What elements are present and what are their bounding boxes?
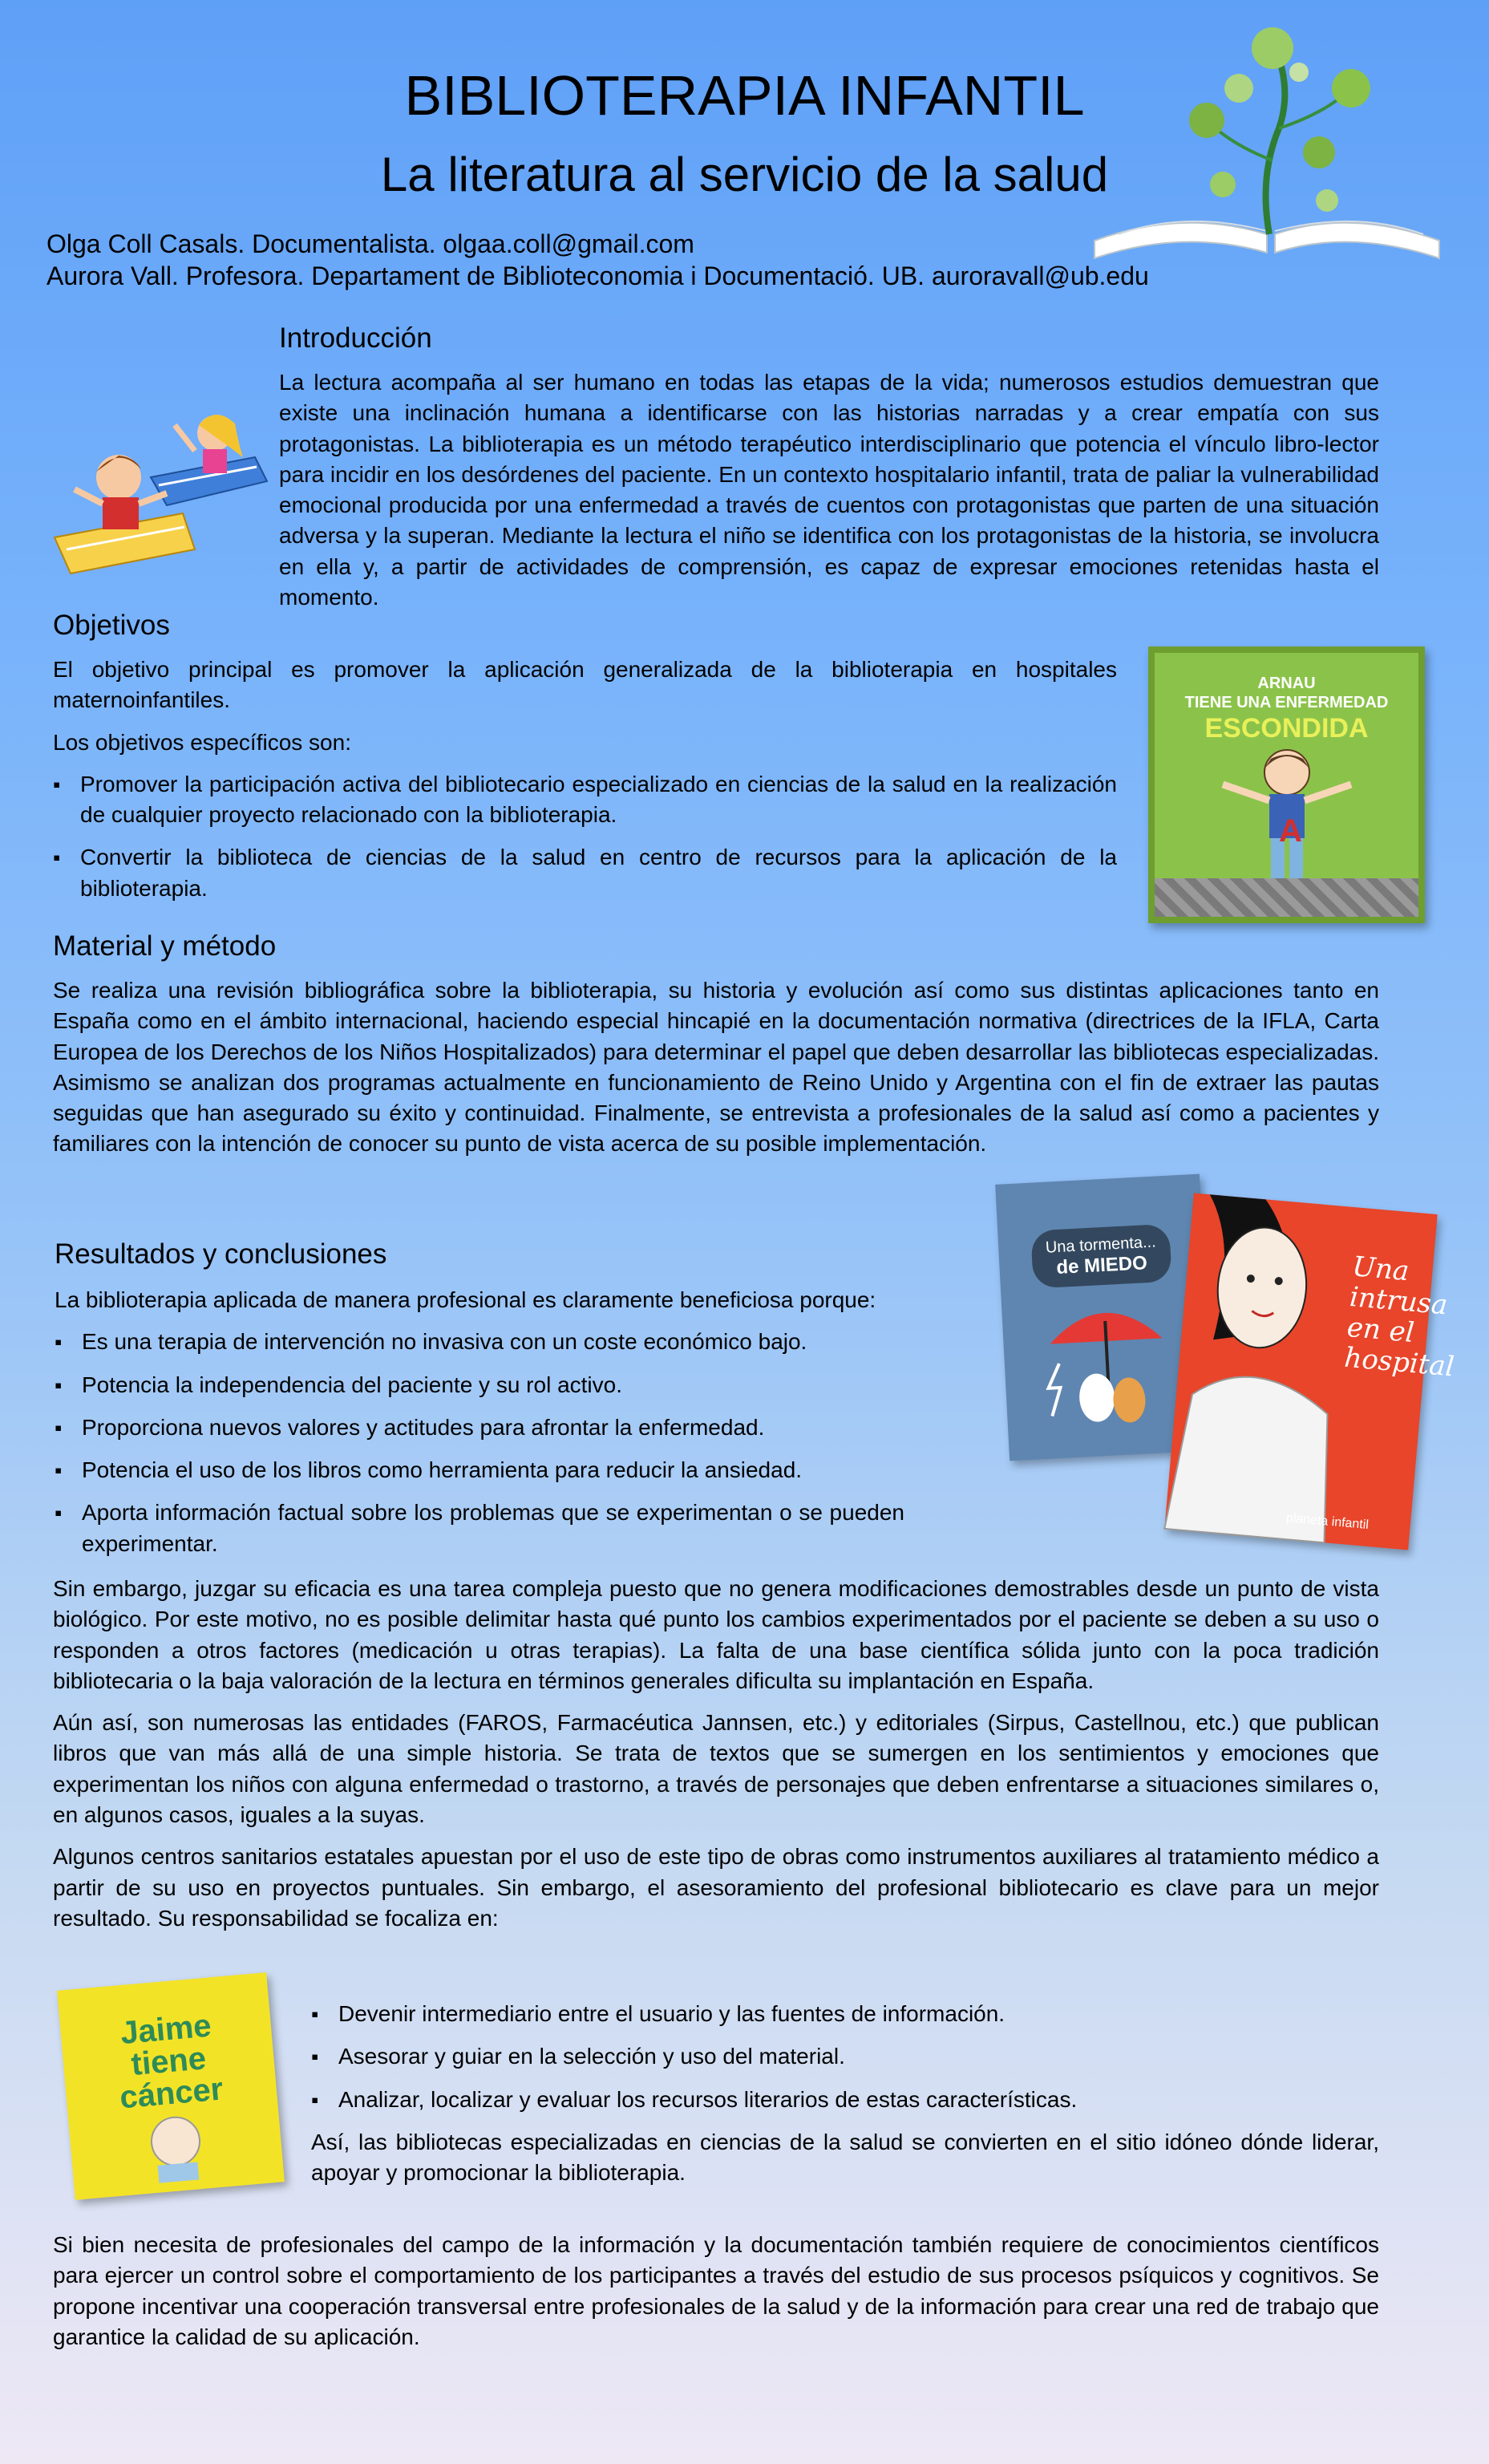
book-arnau-line2: TIENE UNA ENFERMEDAD bbox=[1184, 694, 1389, 711]
resultados-list-item: ▪ Es una terapia de intervención no invasiva con un coste económico bajo. bbox=[55, 1327, 904, 1357]
responsabilidad-list-item: ▪ Asesorar y guiar en la selección y uso del material. bbox=[311, 2041, 1379, 2072]
resultados-intro: La biblioterapia aplicada de manera profesional es claramente beneficiosa porque: bbox=[55, 1287, 876, 1312]
objetivos-list-item: ▪ Promover la participación activa del bibliotecario especializado en ciencias de la salud en la realización de cualquier proyecto relacionado con la biblioterapia. bbox=[53, 769, 1117, 831]
resultados-paragraph-1: Sin embargo, juzgar su eficacia es una tarea compleja puesto que no genera modificaciones demostrables desde un punto de vista biológico. Por este motivo, no es posible delimitar hasta qué punto los cambios experimentados por el paciente se deben a su uso o responden a otros factores (medicación u otras terapias). La falta de una base científica sólida junto con la poca tradición bibliotecaria o la baja valoración de la lectura en términos generales dificulta su implantación en España. bbox=[53, 1576, 1379, 1693]
resultados-list-item: ▪ Proporciona nuevos valores y actitudes para afrontar la enfermedad. bbox=[55, 1412, 904, 1443]
book-intrusa-publisher: planeta infantil bbox=[1285, 1511, 1370, 1533]
resultados-list-item: ▪ Potencia la independencia del paciente y su rol activo. bbox=[55, 1370, 904, 1400]
book-cover-intrusa-hospital bbox=[1164, 1194, 1456, 1550]
book-cover-jaime-cancer bbox=[57, 1972, 285, 2200]
kids-on-books-illustration bbox=[47, 401, 279, 586]
book-intrusa-line1: Una bbox=[1350, 1250, 1410, 1288]
book-intrusa-title bbox=[1343, 1251, 1463, 1382]
responsabilidad-block bbox=[311, 1999, 1379, 2188]
author-2: Aurora Vall. Profesora. Departament de Biblioteconomia i Documentació. UB. auroravall@ub.edu bbox=[47, 261, 1149, 290]
responsabilidad-list-item: ▪ Devenir intermediario entre el usuario y las fuentes de información. bbox=[311, 1999, 1379, 2029]
child-portrait-illustration bbox=[125, 2105, 227, 2186]
resultados-intro-block bbox=[55, 1285, 904, 1571]
book-miedo-line2: de MIEDO bbox=[1055, 1252, 1148, 1279]
resultados-paragraph-3: Algunos centros sanitarios estatales apuestan por el uso de este tipo de obras como instrumentos auxiliares al tratamiento médico a partir de su uso en proyectos puntuales. Sin embargo, el asesoramiento del profesional bibliotecario es clave para un mejor resultado. Su responsabilidad se focaliza en: bbox=[53, 1844, 1379, 1931]
book-arnau-letter: A bbox=[1279, 813, 1302, 849]
umbrella-rabbits-illustration bbox=[1023, 1281, 1192, 1449]
resultados-heading: Resultados y conclusiones bbox=[55, 1238, 387, 1270]
objetivos-paragraph-1: El objetivo principal es promover la aplicación generalizada de la biblioterapia en hospitales maternoinfantiles. bbox=[53, 657, 1117, 713]
book-jaime-line3: cáncer bbox=[118, 2071, 225, 2116]
resultados-paragraph-4: Así, las bibliotecas especializadas en ciencias de la salud se convierten en el sitio idóneo dónde liderar, apoyar y promocionar la biblioterapia. bbox=[311, 2129, 1379, 2186]
poster-title: BIBLIOTERAPIA INFANTIL bbox=[404, 64, 1085, 127]
material-text: Se realiza una revisión bibliográfica sobre la biblioterapia, su historia y evolución así como sus distintas aplicaciones tanto en España como en el ámbito internacional, haciendo especial hincapié en la documentación normativa (directrices de la IFLA, Carta Europea de los Derechos de los Niños Hospitalizados) para determinar el papel que deben desarrollar las bibliotecas especializadas. Asimismo se analizan dos programas actualmente en funcionamiento de Reino Unido y Argentina con el fin de extraer las pautas seguidas que han asegurado su éxito y continuidad. Finalmente, se entrevista a profesionales de la salud así como a pacientes y familiares con la intención de conocer su punto de vista acerca de su posible implementación. bbox=[53, 978, 1379, 1157]
resultados-paragraphs bbox=[53, 1574, 1379, 1945]
resultados-list-item: ▪ Aporta información factual sobre los problemas que se experimentan o se pueden experimentar. bbox=[55, 1497, 904, 1559]
book-jaime-title bbox=[113, 2009, 225, 2114]
book-intrusa-line4: hospital bbox=[1342, 1341, 1456, 1384]
resultados-paragraph-5: Si bien necesita de profesionales del campo de la información y la documentación también requiere de conocimientos científicos para ejercer un control sobre el comportamiento de los participantes a través del estudio de sus procesos psíquicos y cognitivos. Se propone incentivar una cooperación transversal entre profesionales de la salud y de la información para crear una red de trabajo que garantice la calidad de su aplicación. bbox=[53, 2232, 1379, 2349]
book-arnau-line3: ESCONDIDA bbox=[1204, 713, 1369, 744]
introduccion-heading: Introducción bbox=[279, 322, 432, 354]
book-intrusa-line3: en el bbox=[1345, 1311, 1416, 1350]
book-intrusa-line2: intrusa bbox=[1348, 1281, 1449, 1322]
poster-subtitle: La literatura al servicio de la salud bbox=[380, 148, 1109, 201]
book-jaime-line2: tiene bbox=[129, 2040, 208, 2083]
objetivos-paragraph-2: Los objetivos específicos son: bbox=[53, 729, 351, 755]
objetivos-heading: Objetivos bbox=[53, 610, 170, 641]
introduccion-text: La lectura acompaña al ser humano en todas las etapas de la vida; numerosos estudios demuestran que existe una inclinación humana a identificarse con las historias narradas y a crear empatía con sus protagonistas. La biblioterapia es un método terapéutico interdisciplinario que potencia el vínculo libro-lector para incidir en los desórdenes del paciente. En un contexto hospitalario infantil, trata de paliar la vulnerabilidad emocional producida por una enfermedad a través de cuentos con protagonistas que parten de una situación adversa y la superan. Mediante la lectura el niño se identifica con los protagonistas de la historia, se involucra en ella y, a partir de actividades de comprensión, es capaz de expresar emociones retenidas hasta el momento. bbox=[279, 370, 1379, 610]
responsabilidad-list bbox=[311, 1999, 1379, 2115]
objetivos-section bbox=[53, 654, 1117, 916]
book-cover-arnau bbox=[1148, 646, 1425, 923]
book-miedo-line1: Una tormenta... bbox=[1045, 1233, 1157, 1257]
open-book-tree-illustration bbox=[1086, 24, 1455, 265]
authors bbox=[47, 228, 1149, 292]
resultados-paragraph-2: Aún así, son numerosas las entidades (FAROS, Farmacéutica Jannsen, etc.) y editoriales (Sirpus, Castellnou, etc.) que publican libros que van más allá de una simple historia. Se trata de textos que se sumergen en los sentimientos y emociones que experimentan los niños con alguna enfermedad o trastorno, a través de personajes que deben enfrentarse a situaciones similares o, en algunos casos, iguales a la suyas. bbox=[53, 1710, 1379, 1828]
objetivos-list-item: ▪ Convertir la biblioteca de ciencias de la salud en centro de recursos para la aplicación de la biblioterapia. bbox=[53, 842, 1117, 904]
book-jaime-line1: Jaime bbox=[119, 2008, 213, 2052]
floor-pattern bbox=[1155, 878, 1418, 917]
responsabilidad-list-item: ▪ Analizar, localizar y evaluar los recursos literarios de estas características. bbox=[311, 2085, 1379, 2115]
objetivos-list bbox=[53, 769, 1117, 904]
book-arnau-line1: ARNAU bbox=[1257, 675, 1316, 692]
material-heading: Material y método bbox=[53, 930, 277, 962]
resultados-list bbox=[55, 1327, 904, 1559]
author-1: Olga Coll Casals. Documentalista. olgaa.coll@gmail.com bbox=[47, 229, 694, 258]
resultados-list-item: ▪ Potencia el uso de los libros como herramienta para reducir la ansiedad. bbox=[55, 1455, 904, 1485]
cloud-title-box bbox=[1030, 1224, 1172, 1289]
